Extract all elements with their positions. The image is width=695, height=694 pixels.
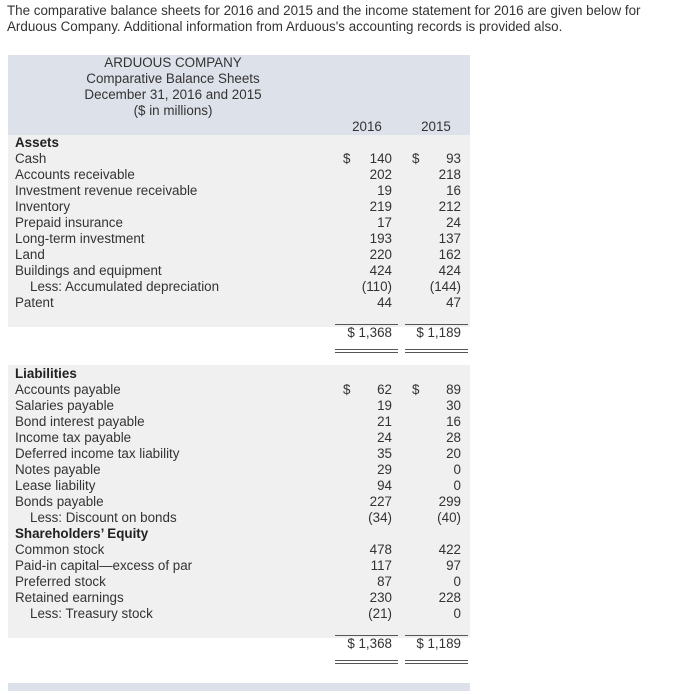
asset-row-0-currency-2016: $ xyxy=(343,151,351,166)
equity-heading: Shareholders’ Equity xyxy=(15,526,149,541)
liability-row-7-value-2016: 227 xyxy=(369,494,392,509)
liability-row-5-value-2016: 29 xyxy=(377,462,392,477)
asset-row-1-value-2015: 218 xyxy=(438,167,461,182)
equity-total-2015: $ 1,189 xyxy=(416,636,461,651)
equity-row-0-label: Common stock xyxy=(15,542,105,557)
assets-total-2016: $ 1,368 xyxy=(347,325,392,340)
equity-row-2-value-2015: 0 xyxy=(453,574,461,589)
equity-row-1-value-2015: 97 xyxy=(446,558,461,573)
equity-total-double-rule-a-2015 xyxy=(405,660,468,661)
asset-row-1-label: Accounts receivable xyxy=(15,167,135,182)
liability-row-8-value-2016: (34) xyxy=(368,510,392,525)
liability-row-0-label: Accounts payable xyxy=(15,382,121,397)
liability-row-2-value-2016: 21 xyxy=(377,414,392,429)
asset-row-0-value-2016: 140 xyxy=(369,151,392,166)
liability-row-8-value-2015: (40) xyxy=(437,510,461,525)
footer-band xyxy=(8,683,470,691)
liability-row-3-value-2015: 28 xyxy=(446,430,461,445)
year-2015-header: 2015 xyxy=(421,119,451,134)
equity-total-double-rule-a-2016 xyxy=(335,660,398,661)
liabilities-heading: Liabilities xyxy=(15,366,77,381)
asset-row-0-row xyxy=(8,151,470,167)
equity-row-0-value-2016: 478 xyxy=(369,542,392,557)
liability-row-1-value-2016: 19 xyxy=(377,398,392,413)
equity-row-4-label: Less: Treasury stock xyxy=(30,606,153,621)
assets-total-2015: $ 1,189 xyxy=(416,325,461,340)
asset-row-4-value-2015: 24 xyxy=(446,215,461,230)
asset-row-0-label: Cash xyxy=(15,151,47,166)
liability-row-5-label: Notes payable xyxy=(15,462,101,477)
assets-heading-row xyxy=(8,135,470,151)
liability-row-1-value-2015: 30 xyxy=(446,398,461,413)
assets-total-double-rule-b-2016 xyxy=(335,352,398,353)
liability-row-5-value-2015: 0 xyxy=(453,462,461,477)
liability-row-0-value-2016: 62 xyxy=(377,382,392,397)
asset-row-0-value-2015: 93 xyxy=(446,151,461,166)
liability-row-0-value-2015: 89 xyxy=(446,382,461,397)
asset-row-6-label: Land xyxy=(15,247,45,262)
liability-row-1-label: Salaries payable xyxy=(15,398,115,413)
liability-row-6-value-2016: 94 xyxy=(377,478,392,493)
liability-row-7-label: Bonds payable xyxy=(15,494,104,509)
asset-row-9-value-2015: 47 xyxy=(446,295,461,310)
asset-row-9-label: Patent xyxy=(15,295,54,310)
liability-row-3-label: Income tax payable xyxy=(15,430,132,445)
asset-row-4-label: Prepaid insurance xyxy=(15,215,123,230)
asset-row-7-value-2016: 424 xyxy=(369,263,392,278)
asset-row-5-value-2016: 193 xyxy=(369,231,392,246)
asset-row-5-value-2015: 137 xyxy=(438,231,461,246)
asset-row-2-value-2015: 16 xyxy=(446,183,461,198)
assets-total-double-rule-a-2015 xyxy=(405,349,468,350)
asset-row-3-row xyxy=(8,199,470,215)
liability-row-2-value-2015: 16 xyxy=(446,414,461,429)
liability-row-0-currency-2016: $ xyxy=(343,382,351,397)
asset-row-7-value-2015: 424 xyxy=(438,263,461,278)
statement-title: Comparative Balance Sheets xyxy=(86,71,260,86)
equity-row-1-label: Paid-in capital—excess of par xyxy=(15,558,193,573)
asset-row-9-row xyxy=(8,295,470,311)
intro-text xyxy=(7,3,693,35)
liability-row-8-label: Less: Discount on bonds xyxy=(30,510,177,525)
liability-row-4-label: Deferred income tax liability xyxy=(15,446,180,461)
liability-row-4-value-2015: 20 xyxy=(446,446,461,461)
equity-row-2-label: Preferred stock xyxy=(15,574,106,589)
equity-row-2-value-2016: 87 xyxy=(377,574,392,589)
asset-row-6-value-2015: 162 xyxy=(438,247,461,262)
liability-row-6-label: Lease liability xyxy=(15,478,96,493)
asset-row-3-value-2015: 212 xyxy=(438,199,461,214)
intro-line-2: Arduous Company. Additional information from Arduous's accounting records is provided also. xyxy=(7,19,563,34)
liabilities-heading-row xyxy=(8,366,470,382)
liability-row-0-currency-2015: $ xyxy=(412,382,420,397)
asset-row-8-value-2015: (144) xyxy=(429,279,461,294)
equity-row-0-value-2015: 422 xyxy=(438,542,461,557)
year-2016-header: 2016 xyxy=(352,119,382,134)
asset-row-6-row xyxy=(8,247,470,263)
equity-row-3-value-2015: 228 xyxy=(438,590,461,605)
asset-row-6-value-2016: 220 xyxy=(369,247,392,262)
asset-row-1-value-2016: 202 xyxy=(369,167,392,182)
asset-row-3-label: Inventory xyxy=(15,199,71,214)
liability-row-7-value-2015: 299 xyxy=(438,494,461,509)
equity-row-4-value-2015: 0 xyxy=(453,606,461,621)
liability-row-6-value-2015: 0 xyxy=(453,478,461,493)
liability-row-4-value-2016: 35 xyxy=(377,446,392,461)
asset-row-9-value-2016: 44 xyxy=(377,295,392,310)
equity-total-double-rule-b-2015 xyxy=(405,663,468,664)
asset-row-8-value-2016: (110) xyxy=(361,279,392,294)
statement-units: ($ in millions) xyxy=(133,103,213,118)
equity-total-double-rule-b-2016 xyxy=(335,663,398,664)
assets-total-double-rule-b-2015 xyxy=(405,352,468,353)
equity-row-1-value-2016: 117 xyxy=(370,558,392,573)
asset-row-4-value-2016: 17 xyxy=(377,215,392,230)
equity-row-3-value-2016: 230 xyxy=(369,590,392,605)
liability-row-3-value-2016: 24 xyxy=(377,430,392,445)
asset-row-2-value-2016: 19 xyxy=(377,183,392,198)
asset-row-3-value-2016: 219 xyxy=(369,199,392,214)
assets-total-double-rule-a-2016 xyxy=(335,349,398,350)
assets-heading: Assets xyxy=(15,135,59,150)
equity-row-3-label: Retained earnings xyxy=(15,590,124,605)
asset-row-0-currency-2015: $ xyxy=(412,151,420,166)
equity-total-2016: $ 1,368 xyxy=(347,636,392,651)
liability-row-2-label: Bond interest payable xyxy=(15,414,145,429)
asset-row-5-label: Long-term investment xyxy=(15,231,145,246)
intro-line-1: The comparative balance sheets for 2016 and 2015 and the income statement for 2016 are given below for xyxy=(7,3,641,18)
asset-row-2-label: Investment revenue receivable xyxy=(15,183,198,198)
asset-row-8-label: Less: Accumulated depreciation xyxy=(30,279,220,294)
equity-row-4-value-2016: (21) xyxy=(368,606,392,621)
statement-date: December 31, 2016 and 2015 xyxy=(84,87,262,102)
company-name: ARDUOUS COMPANY xyxy=(104,55,242,70)
asset-row-7-label: Buildings and equipment xyxy=(15,263,162,278)
